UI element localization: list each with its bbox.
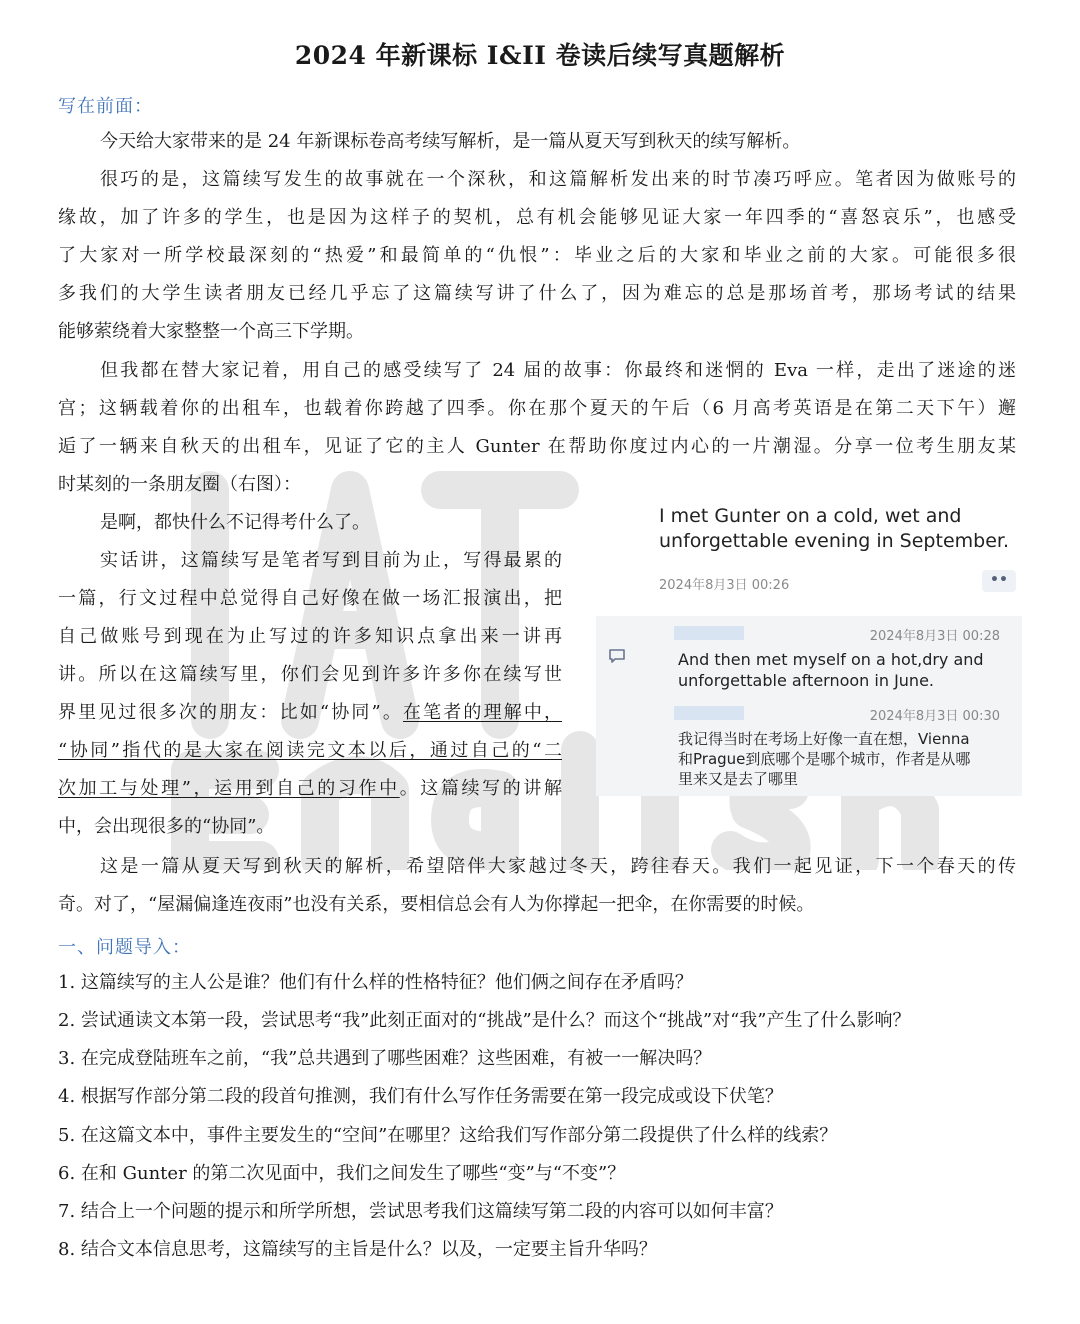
paragraph-line: 了大家对一所学校最深刻的“热爱”和最简单的“仇恨”：毕业之后的大家和毕业之前的大家。可能很多很	[58, 245, 1016, 266]
comment-line: unforgettable afternoon in June.	[678, 671, 934, 690]
section-heading-preface: 写在前面：	[58, 96, 153, 117]
comment-author-blurred	[674, 706, 744, 720]
question-item: 1. 这篇续写的主人公是谁？他们有什么样的性格特征？他们俩之间存在矛盾吗？	[58, 972, 693, 993]
question-item: 5. 在这篇文本中，事件主要发生的“空间”在哪里？这给我们写作部分第二段提供了什么样的线索？	[58, 1125, 838, 1146]
underlined-line: “协同”指代的是大家在阅读完文本以后，通过自己的“二	[58, 740, 562, 761]
moments-screenshot	[596, 498, 1022, 798]
comment-line: 和Prague到底哪个是哪个城市，作者是从哪	[678, 750, 971, 768]
moment-post-text	[659, 504, 1019, 554]
paragraph-line: 实话讲，这篇续写是笔者写到目前为止，写得最累的	[100, 550, 562, 571]
more-options-button[interactable]: ••	[982, 570, 1016, 592]
question-item: 4. 根据写作部分第二段的段首句推测，我们有什么写作任务需要在第一段完成或设下伏笔？	[58, 1086, 783, 1107]
comment-line: 我记得当时在考场上好像一直在想，Vienna	[678, 730, 970, 748]
paragraph-line: 多我们的大学生读者朋友已经几乎忘了这篇续写讲了什么了，因为难忘的总是那场首考，那场考试的结果	[58, 283, 1016, 304]
comment-line: And then met myself on a hot,dry and	[678, 650, 984, 669]
paragraph-line	[58, 701, 562, 725]
comments-panel	[596, 616, 1022, 796]
comment-timestamp: 2024年8月3日 00:28	[869, 629, 1000, 644]
paragraph-line: 自己做账号到现在为止写过的许多知识点拿出来一讲再	[58, 626, 562, 647]
paragraph-line: 很巧的是，这篇续写发生的故事就在一个深秋，和这篇解析发出来的时节凑巧呼应。笔者因为做账号的	[100, 169, 1016, 190]
post-timestamp: 2024年8月3日 00:26	[659, 578, 790, 593]
paragraph-line: 缘故，加了许多的学生，也是因为这样子的契机，总有机会能够见证大家一年四季的“喜怒哀乐”，也感受	[58, 207, 1016, 228]
underlined-text: 在笔者的理解中，	[403, 702, 563, 723]
section-heading-questions: 一、问题导入：	[58, 937, 191, 958]
paragraph-line: 时某刻的一条朋友圈（右图）：	[58, 474, 301, 495]
paragraph-line: 这是一篇从夏天写到秋天的解析，希望陪伴大家越过冬天，跨往春天。我们一起见证，下一个春天的传	[100, 856, 1016, 877]
text-segment: 。这篇续写的讲解	[399, 778, 563, 799]
document-title: 2024 年新课标 I&II 卷读后续写真题解析	[294, 41, 786, 70]
paragraph-line: 是啊，都快什么不记得考什么了。	[100, 512, 370, 533]
comment-author-blurred	[674, 626, 744, 640]
comment-timestamp: 2024年8月3日 00:30	[869, 709, 1000, 724]
paragraph-line: 一篇，行文过程中总觉得自己好像在做一场汇报演出，把	[58, 588, 562, 609]
question-item: 6. 在和 Gunter 的第二次见面中，我们之间发生了哪些“变”与“不变”？	[58, 1163, 626, 1184]
paragraph-line: 中，会出现很多的“协同”。	[58, 816, 275, 837]
paragraph-line: 今天给大家带来的是 24 年新课标卷高考续写解析，是一篇从夏天写到秋天的续写解析。	[100, 131, 801, 152]
question-item: 3. 在完成登陆班车之前，“我”总共遇到了哪些困难？这些困难，有被一一解决吗？	[58, 1048, 712, 1069]
comment-line: 里来又是去了哪里	[678, 770, 799, 788]
paragraph-line: 宫；这辆载着你的出租车，也载着你跨越了四季。你在那个夏天的午后（6 月高考英语是在第二天下午）邂	[58, 398, 1016, 419]
paragraph-line: 逅了一辆来自秋天的出租车，见证了它的主人 Gunter 在帮助你度过内心的一片潮湿。分享一位考生朋友某	[58, 436, 1016, 457]
comment-icon	[608, 648, 626, 664]
question-item: 2. 尝试通读文本第一段，尝试思考“我”此刻正面对的“挑战”是什么？而这个“挑战”对“我”产生了什么影响？	[58, 1010, 911, 1031]
paragraph-line: 但我都在替大家记着，用自己的感受续写了 24 届的故事：你最终和迷惘的 Eva 一样，走出了迷途的迷	[100, 360, 1016, 381]
question-item: 7. 结合上一个问题的提示和所学所想，尝试思考我们这篇续写第二段的内容可以如何丰富？	[58, 1201, 783, 1222]
paragraph-line: 奇。对了，“屋漏偏逢连夜雨”也没有关系，要相信总会有人为你撑起一把伞，在你需要的时候。	[58, 894, 815, 915]
text-segment: 界里见过很多次的朋友：比如“协同”。	[58, 702, 403, 723]
underlined-text: 次加工与处理”，运用到自己的习作中	[58, 778, 400, 799]
post-line: unforgettable evening in September.	[659, 530, 1009, 552]
post-line: I met Gunter on a cold, wet and	[659, 505, 962, 527]
comment-text	[678, 649, 1008, 691]
question-item: 8. 结合文本信息思考，这篇续写的主旨是什么？以及，一定要主旨升华吗？	[58, 1239, 657, 1260]
paragraph-line	[58, 777, 562, 801]
paragraph-line: 能够萦绕着大家整整一个高三下学期。	[58, 321, 364, 342]
comment-text	[678, 729, 1014, 789]
paragraph-line: 讲。所以在这篇续写里，你们会见到许多许多你在续写世	[58, 664, 562, 685]
